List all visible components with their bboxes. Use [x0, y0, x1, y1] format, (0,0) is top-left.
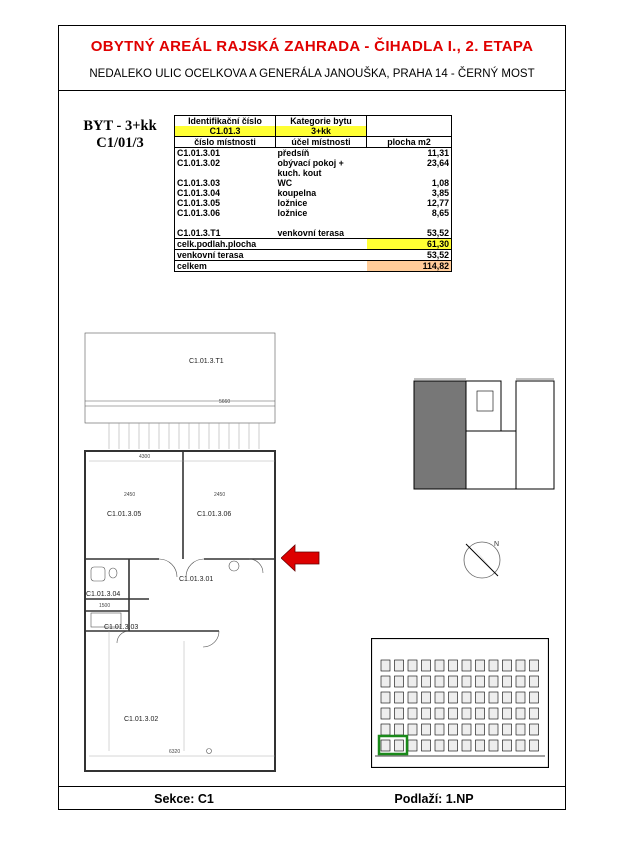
- room-area: 1,08: [431, 178, 449, 188]
- room-area: 8,65: [431, 208, 449, 218]
- room-purpose: obývací pokoj +: [277, 158, 344, 168]
- elevation-window: [462, 708, 471, 719]
- plan-label-r05: C1.01.3.05: [107, 511, 142, 518]
- elevation-window: [435, 660, 444, 671]
- unit-type: BYT - 3+kk: [83, 118, 157, 134]
- dim-1500: 1500: [99, 603, 111, 609]
- room-row: [175, 198, 452, 208]
- room-area: 12,77: [426, 198, 449, 208]
- elevation-window: [449, 676, 458, 687]
- elevation-window: [530, 708, 539, 719]
- elevation-window: [449, 692, 458, 703]
- elevation-window: [435, 724, 444, 735]
- elevation-window: [381, 660, 390, 671]
- room-id: C1.01.3.02: [177, 158, 221, 168]
- elevation-window: [395, 676, 404, 687]
- elevation-window: [462, 740, 471, 751]
- room-purpose: kuch. kout: [277, 168, 322, 178]
- room-id: [175, 218, 276, 228]
- elevation-window: [516, 660, 525, 671]
- plan-label-r01: C1.01.3.01: [179, 576, 214, 583]
- sheet-frame: [58, 25, 566, 810]
- elevation-window: [489, 724, 498, 735]
- grand-total-label: celkem: [175, 261, 367, 272]
- elevation-window: [395, 660, 404, 671]
- elevation-window: [422, 676, 431, 687]
- room-id: C1.01.3.05: [177, 198, 221, 208]
- elevation-window: [516, 724, 525, 735]
- elevation-window: [408, 708, 417, 719]
- room-purpose: ložnice: [277, 198, 308, 208]
- elevation-window: [381, 692, 390, 703]
- terrace-value: 53,52: [367, 250, 452, 261]
- floor-label: Podlaží: 1.NP: [394, 792, 474, 806]
- svg-text:N: N: [494, 541, 500, 548]
- unit-code: [65, 118, 175, 152]
- room-area: [367, 168, 452, 178]
- project-title: OBYTNÝ AREÁL RAJSKÁ ZAHRADA - ČIHADLA I., 2. ETAPA: [90, 38, 534, 55]
- elevation-window: [503, 660, 512, 671]
- room-row: [175, 208, 452, 218]
- room-row: [175, 158, 452, 168]
- plan-label-terrace: C1.01.3.T1: [189, 358, 224, 365]
- elevation-window: [476, 724, 485, 735]
- section-label: Sekce: C1: [154, 792, 214, 806]
- elevation-window: [435, 676, 444, 687]
- room-id: C1.01.3.06: [177, 208, 221, 218]
- elevation-window: [422, 740, 431, 751]
- elevation-window: [395, 740, 404, 751]
- room-row: [175, 178, 452, 188]
- room-row: [175, 218, 452, 228]
- room-area: 53,52: [426, 228, 449, 238]
- category-label: Kategorie bytu: [276, 116, 367, 127]
- elevation-window: [516, 708, 525, 719]
- room-id: C1.01.3.01: [177, 148, 221, 158]
- elevation-window: [462, 660, 471, 671]
- elevation-window: [516, 740, 525, 751]
- elevation-window: [422, 692, 431, 703]
- elevation-window: [408, 740, 417, 751]
- elevation-window: [408, 676, 417, 687]
- total-floor-value: 61,30: [367, 239, 452, 250]
- north-compass: [454, 526, 514, 586]
- elevation-window: [530, 740, 539, 751]
- col-room: číslo místnosti: [175, 137, 276, 148]
- plan-label-r02: C1.01.3.02: [124, 716, 159, 723]
- elevation-window: [462, 676, 471, 687]
- elevation-window: [503, 692, 512, 703]
- room-row: [175, 188, 452, 198]
- grand-total-value: 114,82: [367, 261, 452, 272]
- elevation-window: [422, 708, 431, 719]
- elevation-window: [395, 708, 404, 719]
- elevation-window: [489, 660, 498, 671]
- elevation-window: [435, 708, 444, 719]
- elevation-window: [422, 724, 431, 735]
- elevation-window: [503, 676, 512, 687]
- elevation-window: [381, 724, 390, 735]
- elevation-window: [435, 692, 444, 703]
- elevation-window: [476, 708, 485, 719]
- terrace-outline: [85, 333, 275, 423]
- project-subtitle: NEDALEKO ULIC OCELKOVA A GENERÁLA JANOUŠKA, PRAHA 14 - ČERNÝ MOST: [89, 68, 535, 80]
- elevation-window: [516, 676, 525, 687]
- dim-2450-b: 2450: [214, 492, 226, 498]
- elevation-window: [381, 708, 390, 719]
- col-purpose: účel místnosti: [276, 137, 367, 148]
- room-row: [175, 228, 452, 239]
- elevation-window: [503, 740, 512, 751]
- elevation-window: [476, 660, 485, 671]
- toilet-symbol: [91, 567, 105, 581]
- total-floor-label: celk.podlah.plocha: [175, 239, 367, 250]
- room-area: 23,64: [426, 158, 449, 168]
- elevation-window: [516, 692, 525, 703]
- category-value: 3+kk: [276, 126, 367, 137]
- elevation-window: [449, 708, 458, 719]
- elevation-window: [530, 660, 539, 671]
- elevation-window: [489, 708, 498, 719]
- room-purpose: koupelna: [277, 188, 317, 198]
- plan-label-r06: C1.01.3.06: [197, 511, 232, 518]
- room-row: [175, 168, 452, 178]
- key-plan: [409, 376, 559, 496]
- room-purpose: ložnice: [277, 208, 308, 218]
- room-id: C1.01.3.T1: [177, 228, 221, 238]
- elevation-window: [476, 676, 485, 687]
- elevation-window: [449, 660, 458, 671]
- elevation-window: [449, 724, 458, 735]
- room-id: [175, 168, 276, 178]
- room-area: [367, 218, 452, 228]
- room-area: 3,85: [431, 188, 449, 198]
- plan-label-r04: C1.01.3.04: [86, 591, 121, 598]
- room-purpose: [276, 218, 367, 228]
- terrace-label: venkovní terasa: [175, 250, 367, 261]
- elevation-window: [449, 740, 458, 751]
- elevation-window: [476, 740, 485, 751]
- elevation-window: [462, 692, 471, 703]
- room-purpose: předsíň: [277, 148, 310, 158]
- room-purpose: venkovní terasa: [277, 228, 345, 238]
- dim-4300: 4300: [139, 454, 151, 460]
- room-area: 11,31: [427, 148, 449, 158]
- col-area: plocha m2: [367, 137, 452, 148]
- dim-2450-a: 2450: [124, 492, 136, 498]
- elevation-window: [503, 724, 512, 735]
- dim-6320: 6320: [169, 749, 181, 755]
- elevation-window: [530, 676, 539, 687]
- room-id: C1.01.3.03: [177, 178, 221, 188]
- room-row: [175, 148, 452, 159]
- elevation-window: [408, 724, 417, 735]
- footer-divider: [59, 786, 565, 787]
- unit-number: C1/01/3: [96, 135, 144, 151]
- entrance-arrow: [281, 544, 321, 572]
- elevation-window: [395, 724, 404, 735]
- elevation-window: [489, 692, 498, 703]
- elevation-window: [435, 740, 444, 751]
- elevation-window: [408, 692, 417, 703]
- terrace-planter-hatch: [109, 423, 259, 449]
- room-table: [174, 115, 452, 272]
- id-value: C1.01.3: [175, 126, 276, 137]
- elevation-window: [422, 660, 431, 671]
- building-elevation: [371, 638, 549, 768]
- elevation-window: [489, 676, 498, 687]
- elevation-window: [395, 692, 404, 703]
- room-id: C1.01.3.04: [177, 188, 221, 198]
- room-purpose: WC: [277, 178, 293, 188]
- elevation-window: [381, 740, 390, 751]
- elevation-window: [462, 724, 471, 735]
- dim-5660: 5660: [219, 399, 231, 405]
- elevation-window: [530, 692, 539, 703]
- elevation-window: [503, 708, 512, 719]
- elevation-window: [476, 692, 485, 703]
- elevation-window: [530, 724, 539, 735]
- elevation-window: [408, 660, 417, 671]
- id-label: Identifikační číslo: [175, 116, 276, 127]
- header-divider: [59, 90, 565, 91]
- plan-label-r03: C1.01.3.03: [104, 624, 139, 631]
- key-plan-highlight: [414, 381, 466, 489]
- elevation-window: [489, 740, 498, 751]
- elevation-window: [381, 676, 390, 687]
